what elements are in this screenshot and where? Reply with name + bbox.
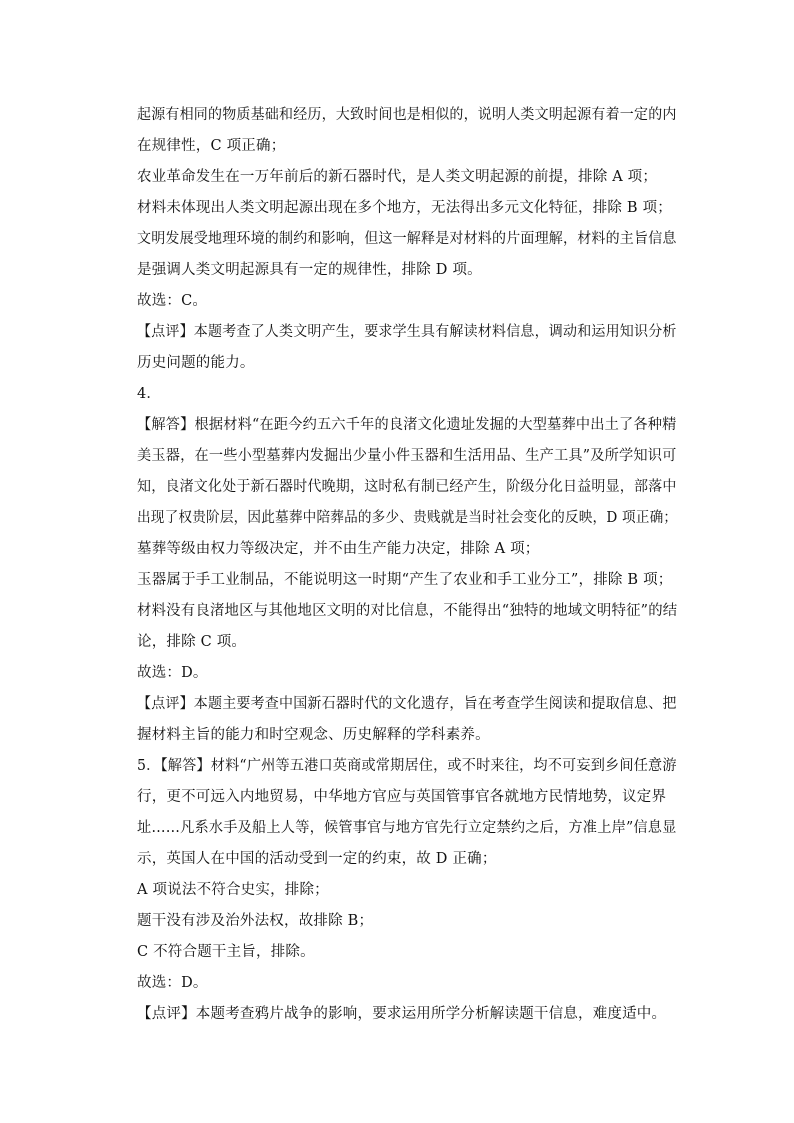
text-line: 墓葬等级由权力等级决定，并不由生产能力决定，排除 A 项； xyxy=(137,541,540,557)
answer-choice-line: 故选：D。 xyxy=(137,665,208,681)
text-line: 文明发展受地理环境的制约和影响，但这一解释是对材料的片面理解，材料的主旨信息 xyxy=(137,231,677,247)
text-line: 行，更不可远入内地贸易，中华地方官应与英国管事官各就地方民情地势，议定界 xyxy=(137,789,667,805)
text-line: 握材料主旨的能力和时空观念、历史解释的学科素养。 xyxy=(137,727,490,743)
answer-text-block xyxy=(137,100,677,1030)
solution-line: 【解答】根据材料“在距今约五六千年的良渚文化遗址发掘的大型墓葬中出土了各种精 xyxy=(137,417,677,433)
text-line: 农业革命发生在一万年前后的新石器时代，是人类文明起源的前提，排除 A 项； xyxy=(137,169,658,185)
text-line: 玉器属于手工业制品，不能说明这一时期“产生了农业和手工业分工”，排除 B 项； xyxy=(137,572,673,588)
text-line: C 不符合题干主旨，排除。 xyxy=(137,944,315,960)
text-line: 出现了权贵阶层，因此墓葬中陪葬品的多少、贵贱就是当时社会变化的反映，D 项正确； xyxy=(137,510,678,526)
text-line: A 项说法不符合史实，排除； xyxy=(137,882,329,898)
comment-line: 【点评】本题主要考查中国新石器时代的文化遗存，旨在考查学生阅读和提取信息、把 xyxy=(137,696,677,712)
text-line: 历史问题的能力。 xyxy=(137,355,255,371)
text-line: 示，英国人在中国的活动受到一定的约束，故 D 正确； xyxy=(137,851,497,867)
text-line: 是强调人类文明起源具有一定的规律性，排除 D 项。 xyxy=(137,262,482,278)
text-line: 美玉器，在一些小型墓葬内发掘出少量小件玉器和生活用品、生产工具”及所学知识可 xyxy=(137,448,677,464)
text-line: 知，良渚文化处于新石器时代晚期，这时私有制已经产生，阶级分化日益明显，部落中 xyxy=(137,479,677,495)
text-line: 材料未体现出人类文明起源出现在多个地方，无法得出多元文化特征，排除 B 项； xyxy=(137,200,672,216)
question-number: 4． xyxy=(137,386,162,402)
solution-line: 5．【解答】材料“广州等五港口英商或常期居住，或不时来往，均不可妄到乡间任意游 xyxy=(137,758,677,774)
comment-line: 【点评】本题考查鸦片战争的影响，要求运用所学分析解读题干信息，难度适中。 xyxy=(137,1006,667,1022)
text-line: 论，排除 C 项。 xyxy=(137,634,247,650)
text-line: 材料没有良渚地区与其他地区文明的对比信息，不能得出“独特的地域文明特征”的结 xyxy=(137,603,678,619)
text-line: 起源有相同的物质基础和经历，大致时间也是相似的，说明人类文明起源有着一定的内 xyxy=(137,107,677,123)
text-line: 在规律性，C 项正确； xyxy=(137,138,286,154)
text-line: 题干没有涉及治外法权，故排除 B； xyxy=(137,913,374,929)
answer-choice-line: 故选：C。 xyxy=(137,293,208,309)
text-line: 址……凡系水手及船上人等，候管事官与地方官先行立定禁约之后，方准上岸”信息显 xyxy=(137,820,677,836)
answer-choice-line: 故选：D。 xyxy=(137,975,208,991)
comment-line: 【点评】本题考查了人类文明产生，要求学生具有解读材料信息，调动和运用知识分析 xyxy=(137,324,677,340)
